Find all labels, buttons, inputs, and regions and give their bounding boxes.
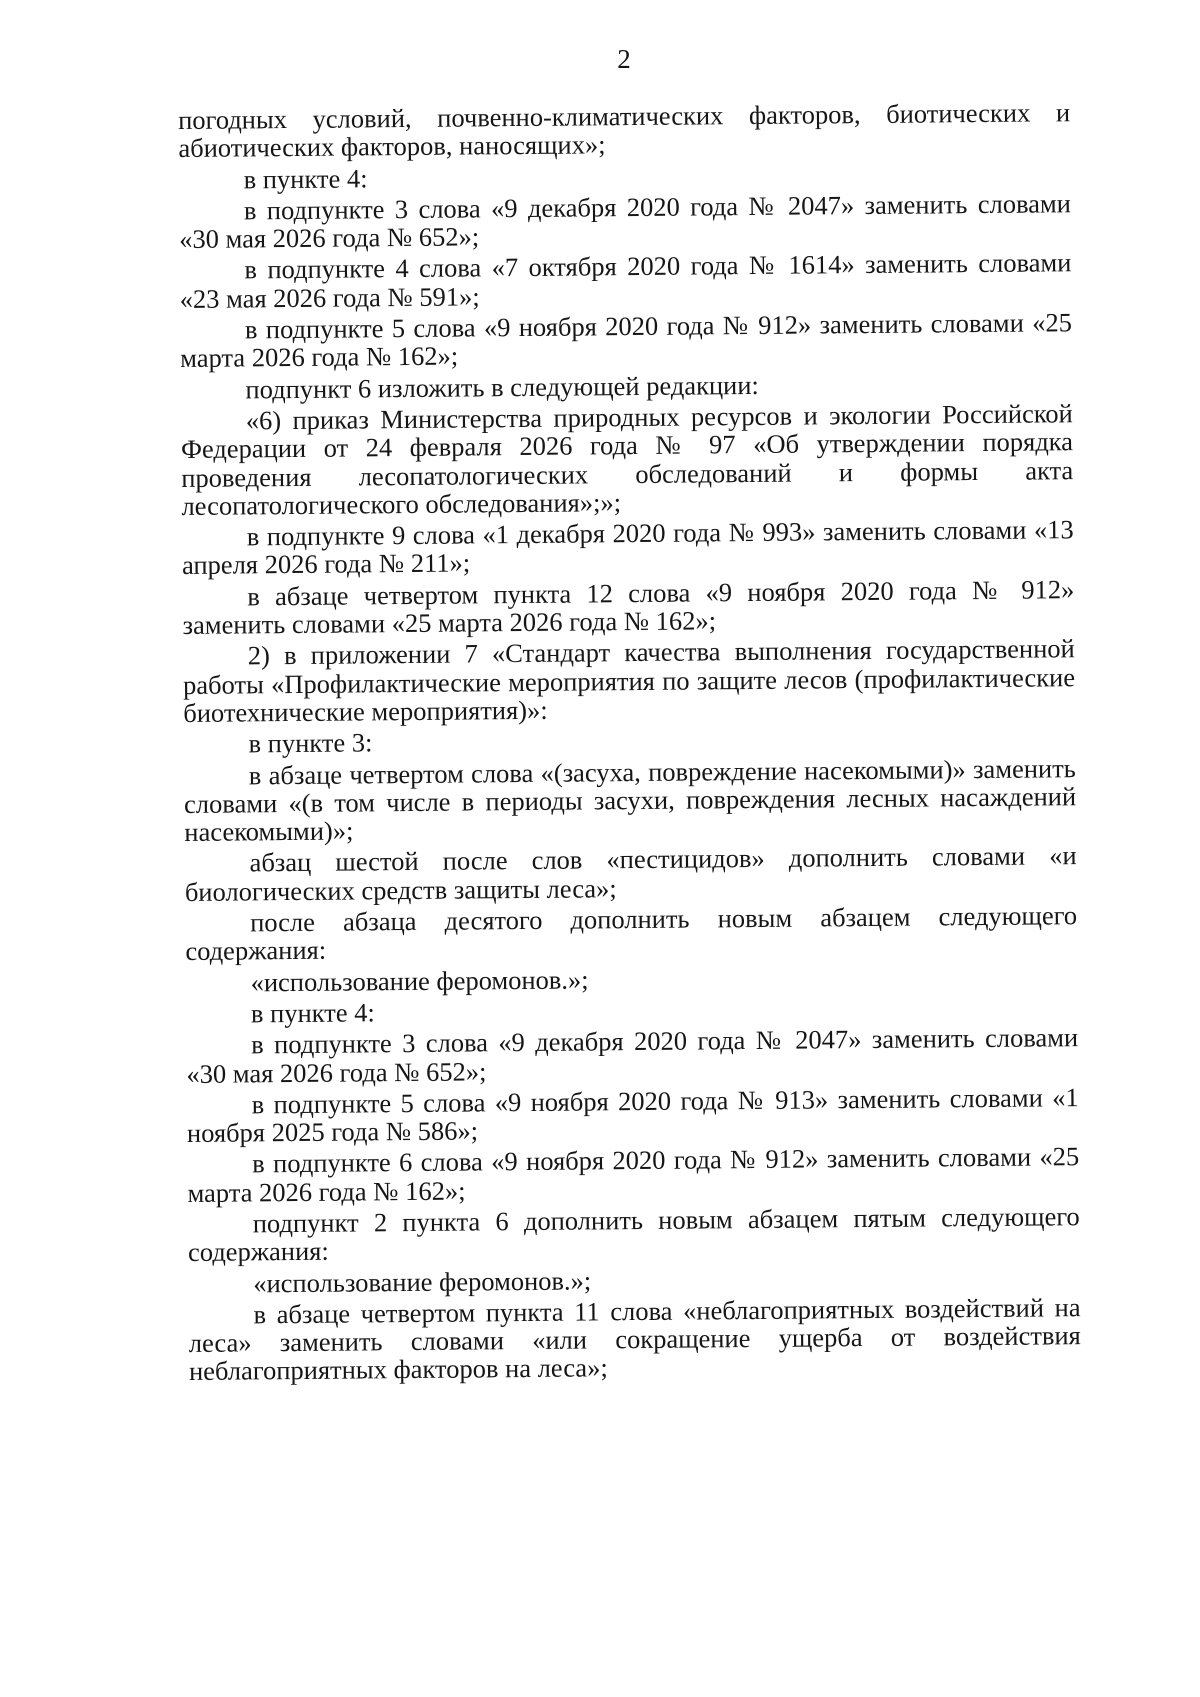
paragraph: в подпункте 4 слова «7 октября 2020 года № 1614» заменить словами «23 мая 2026 года № 591»; xyxy=(179,247,1072,314)
paragraph: подпункт 6 изложить в следующей редакции: xyxy=(245,369,759,405)
paragraph: в подпункте 3 слова «9 декабря 2020 года № 2047» заменить словами «30 мая 2026 года № 652»; xyxy=(179,188,1072,255)
page-number: 2 xyxy=(617,44,631,74)
paragraph: «использование феромонов.»; xyxy=(253,1265,592,1298)
paragraph: в подпункте 5 слова «9 ноября 2020 года № 913» заменить словами «1 ноября 2025 года № 586»; xyxy=(186,1081,1079,1149)
paragraph: в пункте 3: xyxy=(248,727,373,759)
paragraph: в подпункте 9 слова «1 декабря 2020 года № 993» заменить словами «13 апреля 2026 года № 211»; xyxy=(181,514,1074,581)
paragraph: в подпункте 5 слова «9 ноября 2020 года № 912» заменить словами «25 марта 2026 года № 162»; xyxy=(180,307,1073,374)
paragraph: в абзаце четвертом пункта 11 слова «неблагоприятных воздействий на леса» заменить словами «или сокращение ущерба от воздействия неблагоприятных факторов на леса»; xyxy=(188,1292,1081,1387)
paragraph: «6) приказ Министерства природных ресурсов и экологии Российской Федерации от 24 февраля 2026 года № 97 «Об утверждении порядка проведения лесопатологических обследований и формы акта лесопатологического обследования»;»; xyxy=(180,398,1074,521)
paragraph: в пункте 4: xyxy=(243,162,368,195)
paragraph: в подпункте 3 слова «9 декабря 2020 года № 2047» заменить словами «30 мая 2026 года № 652»; xyxy=(186,1022,1079,1089)
paragraph: абзац шестой после слов «пестицидов» дополнить словами «и биологических средств защиты леса»; xyxy=(184,840,1077,907)
paragraph: после абзаца десятого дополнить новым абзацем следующего содержания: xyxy=(185,900,1078,967)
paragraph: погодных условий, почвенно-климатических факторов, биотических и абиотических факторов, наносящих»; xyxy=(177,97,1071,164)
paragraph: «использование феромонов.»; xyxy=(250,964,589,998)
paragraph: в абзаце четвертом пункта 12 слова «9 ноября 2020 года № 912» заменить словами «25 марта 2026 года № 162»; xyxy=(182,573,1075,641)
document-body xyxy=(178,98,1081,1389)
paragraph: в абзаце четвертом слова «(засуха, повреждение насекомыми)» заменить словами «(в том числе в периоды засухи, повреждения лесных насаждений насекомыми)»; xyxy=(183,752,1077,848)
paragraph: в подпункте 6 слова «9 ноября 2020 года № 912» заменить словами «25 марта 2026 года № 162»; xyxy=(187,1141,1080,1208)
paragraph: в пункте 4: xyxy=(250,997,375,1029)
paragraph: 2) в приложении 7 «Стандарт качества выполнения государственной работы «Профилактические мероприятия по защите лесов (профилактические биотехнические мероприятия)»: xyxy=(182,633,1076,728)
paragraph: подпункт 2 пункта 6 дополнить новым абзацем пятым следующего содержания: xyxy=(187,1201,1080,1268)
